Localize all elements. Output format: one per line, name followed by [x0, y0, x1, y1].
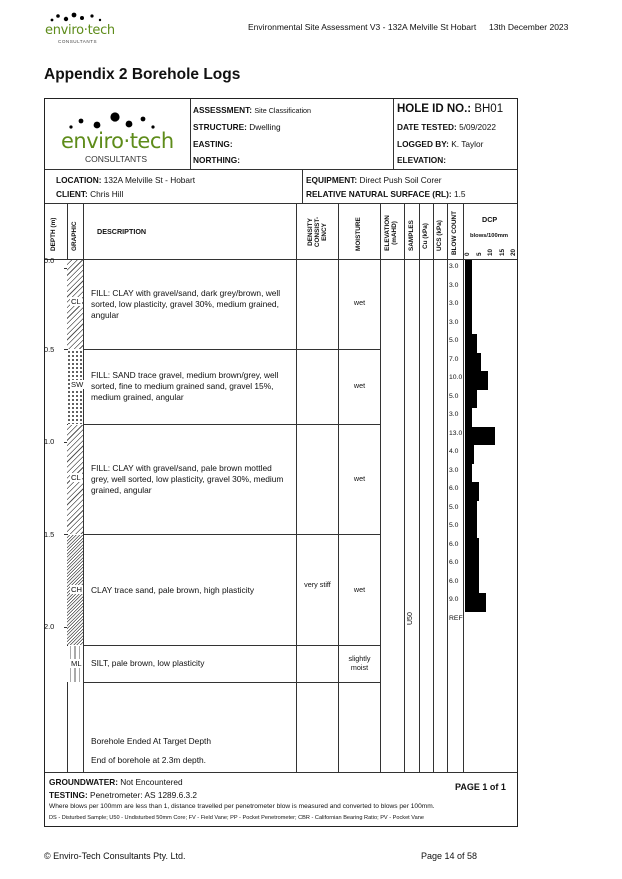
blow-count: 4.0: [449, 448, 459, 455]
log-logo: [59, 107, 174, 164]
elevation-row: ELEVATION:: [397, 155, 447, 165]
logo-sub: CONSULTANTS: [58, 39, 98, 44]
dcp-bar: [465, 371, 488, 390]
col-elevation: ELEVATION (mAHD): [384, 215, 398, 251]
dcp-bar: [465, 427, 495, 446]
legend-note: DS - Disturbed Sample; U50 - Undisturbed 50mm Core; FV - Field Vane; PP - Pocket Penetrometer; CBR - Californian Bearing Ratio; PV - Pocket Vane: [49, 815, 424, 821]
dcp-bar: [465, 575, 479, 594]
blow-count: 5.0: [449, 503, 459, 511]
blow-count: 3.0: [449, 281, 459, 289]
layer-moisture: slightly moist: [348, 654, 371, 672]
rel-surface-row: RELATIVE NATURAL SURFACE (RL): 1.5: [306, 189, 466, 199]
easting-row: EASTING:: [193, 139, 233, 149]
layer-description: SILT, pale brown, low plasticity: [91, 658, 205, 668]
dcp-bar: [465, 501, 477, 520]
depth-0.5: 0.5: [44, 345, 55, 354]
depth-1.0: 1.0: [44, 437, 55, 446]
northing-row: NORTHING:: [193, 155, 241, 165]
blow-count: 5.0: [449, 522, 459, 529]
blow-count: 6.0: [449, 485, 459, 492]
dcp-bar: [465, 556, 479, 575]
layer-code: CL: [71, 297, 81, 306]
dcp-bar: [465, 408, 472, 427]
report-title: Environmental Site Assessment V3 - 132A Melville St Hobart: [248, 22, 477, 32]
layer-density: very stiff: [304, 580, 331, 589]
sample-u50: U50: [407, 612, 414, 625]
col-dcp: DCP: [482, 215, 498, 224]
layer-moisture: wet: [353, 474, 366, 483]
client-row: CLIENT: Chris Hill: [56, 189, 124, 199]
col-cu: Cu (kPa): [422, 223, 429, 249]
dcp-bar: [465, 279, 472, 298]
dcp-bar: [465, 538, 479, 557]
col-ucs: UCS (kPa): [436, 220, 443, 251]
dcp-tick-0: 0: [464, 252, 471, 256]
layer-code: ML: [71, 659, 82, 668]
dcp-tick-10: 10: [487, 248, 494, 256]
blow-count: 7.0: [449, 355, 459, 363]
blow-count: 5.0: [449, 337, 459, 344]
blow-count: 5.0: [449, 392, 459, 400]
location-row: LOCATION: 132A Melville St - Hobart: [56, 175, 196, 185]
blow-count: 3.0: [449, 318, 459, 326]
dcp-tick-5: 5: [476, 252, 483, 256]
date-tested-row: DATE TESTED: 5/09/2022: [397, 122, 497, 132]
dcp-bar: [465, 445, 474, 464]
blow-note: Where blows per 100mm are less than 1, distance travelled per penetrometer blow is measured and converted to blows per 100mm.: [49, 803, 435, 810]
blow-count: 10.0: [449, 374, 463, 381]
dcp-bar: [465, 353, 481, 372]
blow-count: 6.0: [449, 540, 459, 548]
dcp-bar: [465, 297, 472, 316]
blow-count: 6.0: [449, 577, 459, 585]
dcp-bar: [465, 390, 477, 409]
end-text-1: Borehole Ended At Target Depth: [91, 736, 211, 746]
blow-count: REF: [449, 614, 463, 622]
layer-description: CLAY trace sand, pale brown, high plasticity: [91, 585, 255, 595]
layer-description: FILL: SAND trace gravel, medium brown/grey, well sorted, fine to medium grained sand, gravel 15%, medium grained, angular: [91, 370, 279, 402]
blow-count: 3.0: [449, 411, 459, 418]
layer-description: FILL: CLAY with gravel/sand, dark grey/brown, well sorted, low plasticity, gravel 30%, medium grained, angular: [91, 288, 281, 320]
assessment-row: ASSESSMENT: Site Classification: [193, 105, 312, 115]
logged-by-row: LOGGED BY: K. Taylor: [397, 139, 484, 149]
dcp-bar: [465, 316, 472, 335]
layer-description: FILL: CLAY with gravel/sand, pale brown mottled grey, well sorted, low plasticity, gravel 30%, medium grained, angular: [91, 463, 284, 495]
col-depth: DEPTH (m): [50, 217, 57, 251]
log-logo-sub: CONSULTANTS: [85, 154, 148, 164]
page-title: Appendix 2 Borehole Logs: [44, 66, 241, 83]
col-blow-count: BLOW COUNT: [451, 210, 458, 255]
dcp-bar: [465, 519, 477, 538]
page-number: Page 14 of 58: [421, 851, 478, 861]
layer-code: SW: [71, 380, 84, 389]
dcp-tick-20: 20: [510, 248, 517, 256]
col-samples: SAMPLES: [408, 220, 415, 251]
layer-code: CH: [71, 585, 82, 594]
borehole-log: [44, 98, 518, 827]
dcp-tick-15: 15: [499, 248, 506, 256]
dcp-bar: [465, 464, 472, 483]
dcp-bar: [465, 482, 479, 501]
depth-1.5: 1.5: [44, 530, 55, 539]
layer-code: CL: [71, 473, 81, 482]
blow-count: 13.0: [449, 429, 463, 437]
testing-row: TESTING: Penetrometer: AS 1289.6.3.2: [49, 790, 198, 800]
col-graphic: GRAPHIC: [71, 221, 78, 251]
layer-moisture: wet: [353, 298, 366, 307]
blow-count: 9.0: [449, 596, 459, 603]
equipment-row: EQUIPMENT: Direct Push Soil Corer: [306, 175, 442, 185]
copyright: © Enviro-Tech Consultants Pty. Ltd.: [44, 851, 186, 861]
layer-moisture: wet: [353, 585, 366, 594]
end-text-2: End of borehole at 2.3m depth.: [91, 755, 207, 765]
col-moisture: MOISTURE: [355, 217, 362, 251]
structure-row: STRUCTURE: Dwelling: [193, 122, 281, 132]
blow-count: 3.0: [449, 300, 459, 307]
col-density: DENSITY CONSIST- ENCY: [307, 216, 328, 248]
groundwater-row: GROUNDWATER: Not Encountered: [49, 777, 183, 787]
dcp-bar: [465, 593, 486, 612]
depth-0.0: 0.0: [44, 256, 55, 265]
blow-count: 6.0: [449, 559, 459, 566]
hole-id-row: HOLE ID NO.: BH01: [397, 103, 504, 115]
layer-moisture: wet: [353, 381, 366, 390]
blow-count: 3.0: [449, 466, 459, 474]
logo-brand: enviro·tech: [45, 23, 115, 38]
depth-2.0: 2.0: [44, 622, 55, 631]
header-logo: [44, 12, 115, 44]
dcp-bar: [465, 334, 477, 353]
blow-count: 3.0: [449, 263, 459, 270]
report-date: 13th December 2023: [489, 22, 569, 32]
page-indicator: PAGE 1 of 1: [455, 782, 506, 792]
col-description: DESCRIPTION: [97, 227, 147, 236]
col-dcp-unit: blows/100mm: [470, 233, 509, 239]
dcp-bar: [465, 260, 472, 279]
log-logo-brand: enviro·tech: [61, 129, 174, 153]
